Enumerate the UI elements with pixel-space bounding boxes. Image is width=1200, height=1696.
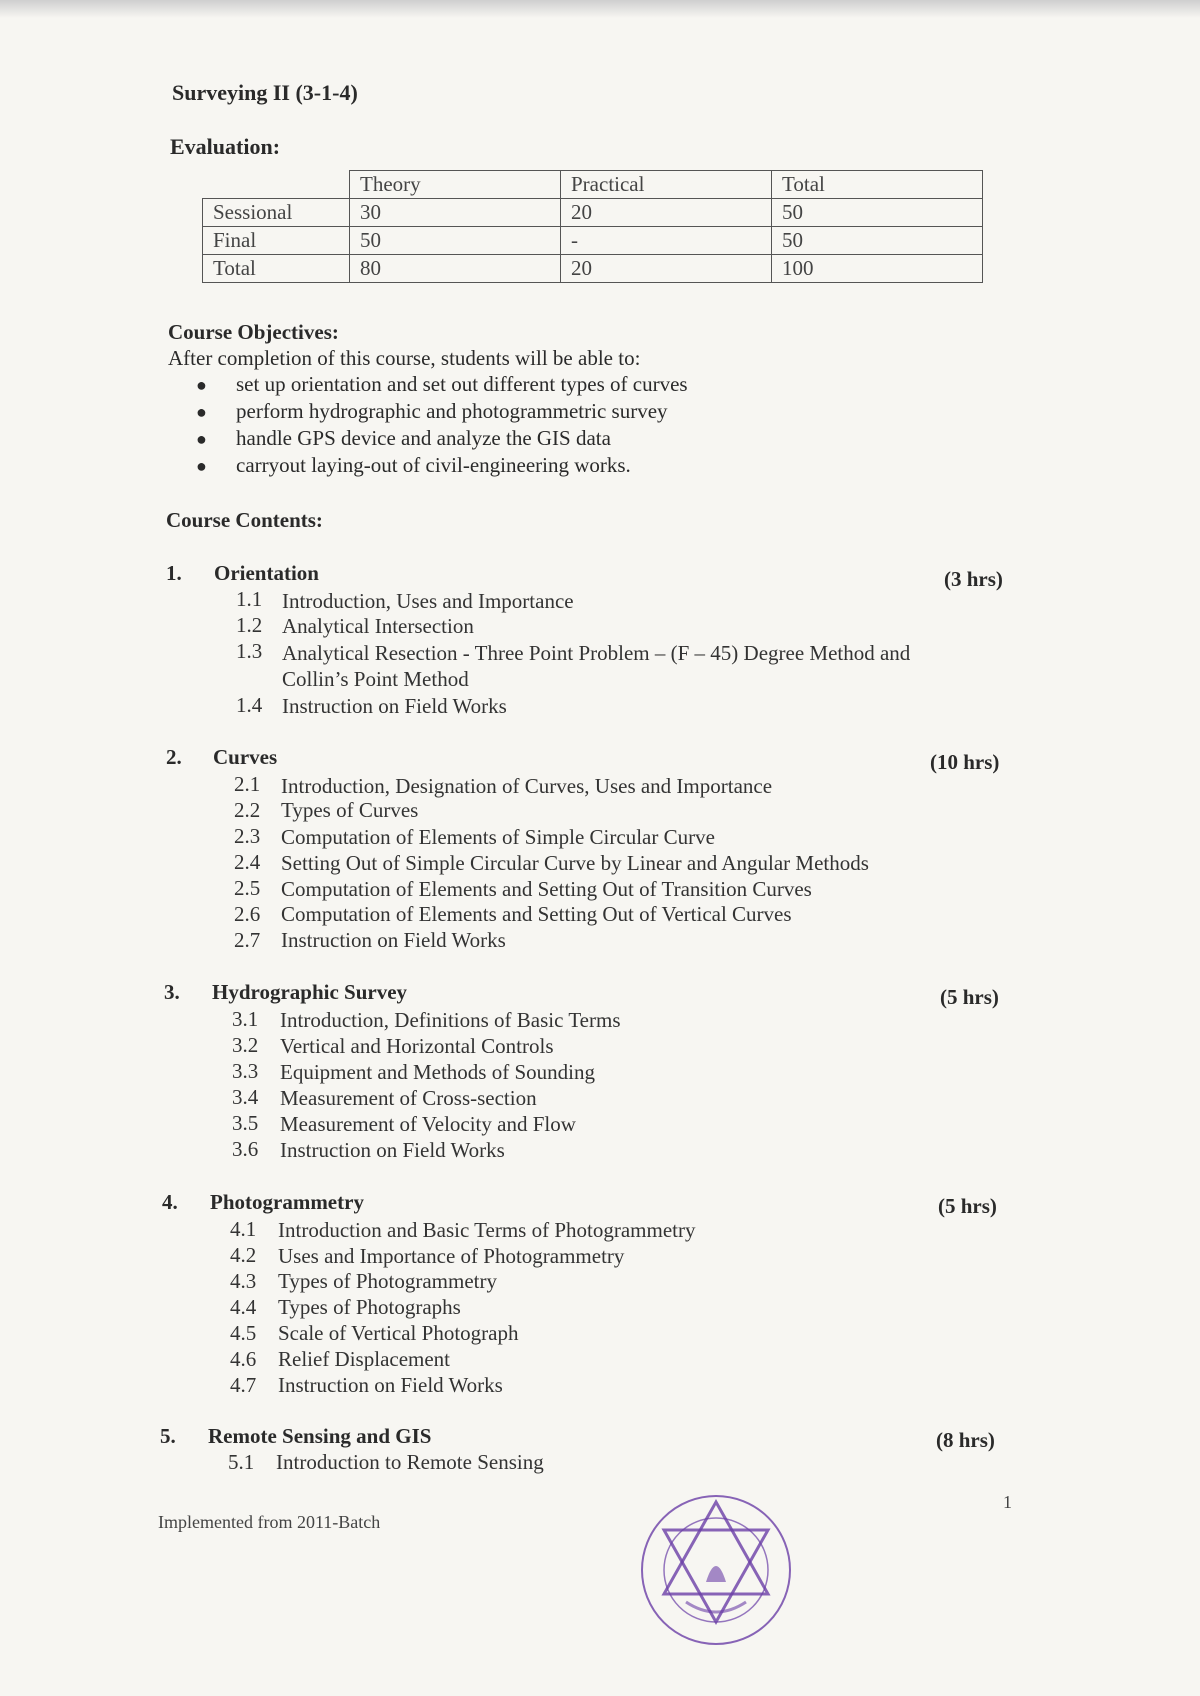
list-item [196,372,688,399]
topic-number: 2.4 [234,850,261,874]
topic-number: 3.3 [232,1059,259,1083]
topic-number: 1.4 [236,693,263,717]
topic-title: Relief Displacement [278,1347,451,1371]
table-cell: 50 [772,227,983,255]
topic-number: 2.6 [234,902,261,926]
table-cell: 50 [350,227,561,255]
unit-title: Hydrographic Survey [212,980,408,1004]
topic-number: 1.1 [236,587,263,611]
table-cell: 80 [350,255,561,283]
topic-title: Introduction, Definitions of Basic Terms [280,1008,621,1032]
table-cell: 30 [350,199,561,227]
topic-title: Measurement of Velocity and Flow [280,1112,576,1136]
unit-number: 2. [166,745,182,769]
table-row [203,199,983,227]
objective-text: handle GPS device and analyze the GIS data [236,426,611,450]
unit-hours: (10 hrs) [930,750,1000,774]
topic-number: 5.1 [228,1450,255,1474]
unit-hours: (5 hrs) [940,985,999,1009]
topic-title: Instruction on Field Works [278,1373,503,1397]
contents-heading: Course Contents: [166,508,323,532]
topic-number: 4.7 [230,1373,257,1397]
topic-number: 1.3 [236,639,263,663]
objectives-list [196,372,688,480]
topic-number: 4.5 [230,1321,257,1345]
table-cell: Sessional [203,199,350,227]
topic-title: Computation of Elements and Setting Out of Transition Curves [281,877,812,901]
list-item [196,399,688,426]
topic-number: 4.4 [230,1295,257,1319]
evaluation-table [202,170,983,283]
table-header-cell: Practical [561,171,772,199]
scan-edge-shadow [0,0,1200,18]
topic-title: Computation of Elements of Simple Circular Curve [281,825,715,849]
unit-title: Orientation [214,561,319,585]
unit-number: 5. [160,1424,176,1448]
bullet-icon: ● [196,402,207,422]
table-row [203,255,983,283]
unit-hours: (3 hrs) [944,567,1003,591]
topic-title: Analytical Intersection [282,614,474,638]
unit-title: Photogrammetry [210,1190,364,1214]
table-cell: 20 [561,199,772,227]
objective-text: perform hydrographic and photogrammetric survey [236,399,668,423]
evaluation-heading: Evaluation: [170,134,281,159]
topic-title-continued: Collin’s Point Method [282,667,469,691]
objective-text: carryout laying-out of civil-engineering works. [236,453,631,477]
topic-title: Vertical and Horizontal Controls [280,1034,554,1058]
topic-title: Introduction, Designation of Curves, Uses and Importance [281,774,773,798]
unit-number: 4. [162,1190,178,1214]
stamp-flame-emblem [706,1566,726,1582]
table-header-cell: Total [772,171,983,199]
stamp-hands-emblem [686,1602,746,1612]
topic-title: Introduction to Remote Sensing [276,1450,544,1474]
table-header-cell: Theory [350,171,561,199]
university-seal-stamp [636,1490,796,1650]
topic-title: Introduction and Basic Terms of Photogrammetry [278,1218,696,1242]
topic-number: 3.4 [232,1085,259,1109]
table-cell: 50 [772,199,983,227]
topic-number: 3.5 [232,1111,259,1135]
unit-title: Curves [213,745,278,769]
table-cell: - [561,227,772,255]
topic-number: 3.1 [232,1007,259,1031]
list-item [196,426,688,453]
topic-number: 4.6 [230,1347,257,1371]
unit-hours: (5 hrs) [938,1194,997,1218]
table-header-cell [203,171,350,199]
table-cell: 100 [772,255,983,283]
topic-title: Uses and Importance of Photogrammetry [278,1244,625,1268]
objectives-heading: Course Objectives: [168,320,339,344]
table-cell: Final [203,227,350,255]
table-cell: 20 [561,255,772,283]
topic-title: Analytical Resection - Three Point Problem – (F – 45) Degree Method and [282,641,911,665]
topic-title: Introduction, Uses and Importance [282,589,574,613]
topic-number: 2.5 [234,876,261,900]
topic-number: 2.1 [234,772,261,796]
unit-title: Remote Sensing and GIS [208,1424,432,1448]
bullet-icon: ● [196,429,207,449]
table-header-row [203,171,983,199]
table-cell: Total [203,255,350,283]
topic-number: 2.7 [234,928,261,952]
table-row [203,227,983,255]
unit-number: 3. [164,980,180,1004]
topic-title: Equipment and Methods of Sounding [280,1060,595,1084]
topic-number: 4.1 [230,1217,257,1241]
topic-title: Scale of Vertical Photograph [278,1321,519,1345]
topic-title: Setting Out of Simple Circular Curve by Linear and Angular Methods [281,851,869,875]
footer-note: Implemented from 2011-Batch [158,1512,381,1532]
objectives-intro: After completion of this course, students will be able to: [168,346,641,370]
list-item [196,453,688,480]
topic-title: Measurement of Cross-section [280,1086,537,1110]
topic-title: Types of Photogrammetry [278,1269,497,1293]
topic-number: 2.3 [234,824,261,848]
topic-number: 2.2 [234,798,261,822]
topic-title: Computation of Elements and Setting Out of Vertical Curves [281,902,792,926]
topic-title: Instruction on Field Works [281,928,506,952]
bullet-icon: ● [196,456,207,476]
unit-number: 1. [166,561,182,585]
topic-title: Instruction on Field Works [280,1138,505,1162]
topic-title: Types of Curves [281,798,419,822]
unit-hours: (8 hrs) [936,1428,995,1452]
topic-number: 4.2 [230,1243,257,1267]
topic-number: 3.6 [232,1137,259,1161]
topic-number: 3.2 [232,1033,259,1057]
objective-text: set up orientation and set out different types of curves [236,372,688,396]
topic-title: Instruction on Field Works [282,694,507,718]
topic-title: Types of Photographs [278,1295,461,1319]
course-title: Surveying II (3-1-4) [172,80,358,105]
page-number: 1 [1003,1492,1012,1512]
topic-number: 4.3 [230,1269,257,1293]
bullet-icon: ● [196,375,207,395]
topic-number: 1.2 [236,613,263,637]
